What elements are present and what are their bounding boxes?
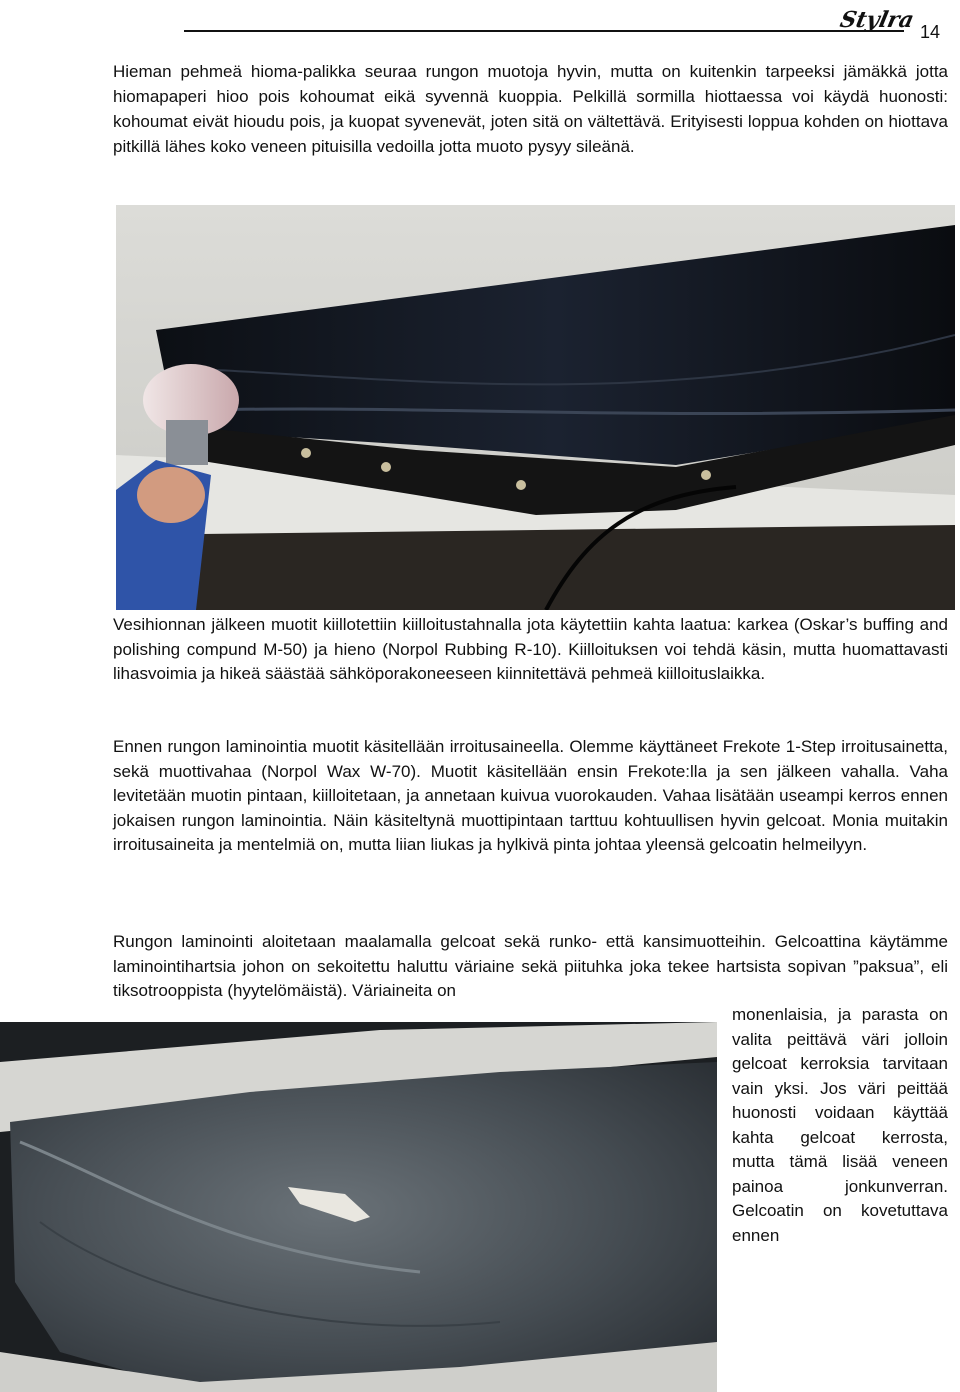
photo-gelcoated-mold xyxy=(0,1022,717,1392)
paragraph-polishing: Vesihionnan jälkeen muotit kiillotettiin kiilloitustahnalla jota käytettiin kahta laatua: karkea (Oskar’s buffing and polishing compund M-50) ja hieno (Norpol Rubbing R-10). Kiilloituksen voi tehdä käsin, mutta huomattavasti lihasvoimia ja hikeä säästää sähköporakoneeseen kiinnitettävä pehmeä kiilloituslaikka. xyxy=(113,615,948,683)
paragraph-gelcoat-continued: monenlaisia, ja parasta on valita peittävä väri jolloin gelcoat kerroksia tarvitaan vain yksi. Jos väri peittää huonosti voidaan käyttää kahta gelcoat kerrosta, mutta tämä lisää veneen painoa jonkunverran. Gelcoatin on kovetuttava ennen xyxy=(732,1005,948,1245)
page-number: 14 xyxy=(920,22,941,42)
header-rule xyxy=(184,30,904,32)
stylra-logo xyxy=(836,2,918,38)
photo-polishing-mold xyxy=(116,205,955,610)
paragraph-gelcoat: Rungon laminointi aloitetaan maalamalla gelcoat sekä runko- että kansimuotteihin. Gelcoattina käytämme laminointihartsia johon on sekoitettu haluttu väriaine sekä piituhka joka tekee hartsista sopivan ”paksua”, eli tiksotrooppista (hyytelömäistä). Väriaineita on xyxy=(113,932,948,1000)
logo-text: Stylra xyxy=(837,7,917,33)
paragraph-sanding: Hieman pehmeä hioma-palikka seuraa rungon muotoja hyvin, mutta on kuitenkin tarpeeksi jämäkkä jotta hiomapaperi hioo pois kohoumat eikä syvennä kuoppia. Pelkillä sormilla hiottaessa voi käydä huonosti: kohoumat eivät hioudu pois, ja kuopat syvenevät, joten sitä on vältettävä. Erityisesti loppua kohden on hiottava pitkillä lähes koko veneen pituisilla vedoilla jotta muoto pysyy sileänä. xyxy=(113,62,948,156)
paragraph-release-agent: Ennen rungon laminointia muotit käsitellään irroitusaineella. Olemme käyttäneet Frekote 1-Step irroitusainetta, sekä muottivahaa (Norpol Wax W-70). Muotit käsitellään ensin Frekote:lla ja sen jälkeen vahalla. Vaha levitetään muotin pintaan, kiilloitetaan, ja annetaan kuivua vuorokauden. Vahaa lisätään useampi kerros ennen jokaisen rungon laminointia. Näin käsiteltynä muottipintaan tarttuu kohtuullisen hyvin gelcoat. Monia muitakin irroitusaineita ja mentelmiä on, mutta liian liukas ja hylkivä pinta johtaa yleensä gelcoatin helmeilyyn. xyxy=(113,737,948,854)
